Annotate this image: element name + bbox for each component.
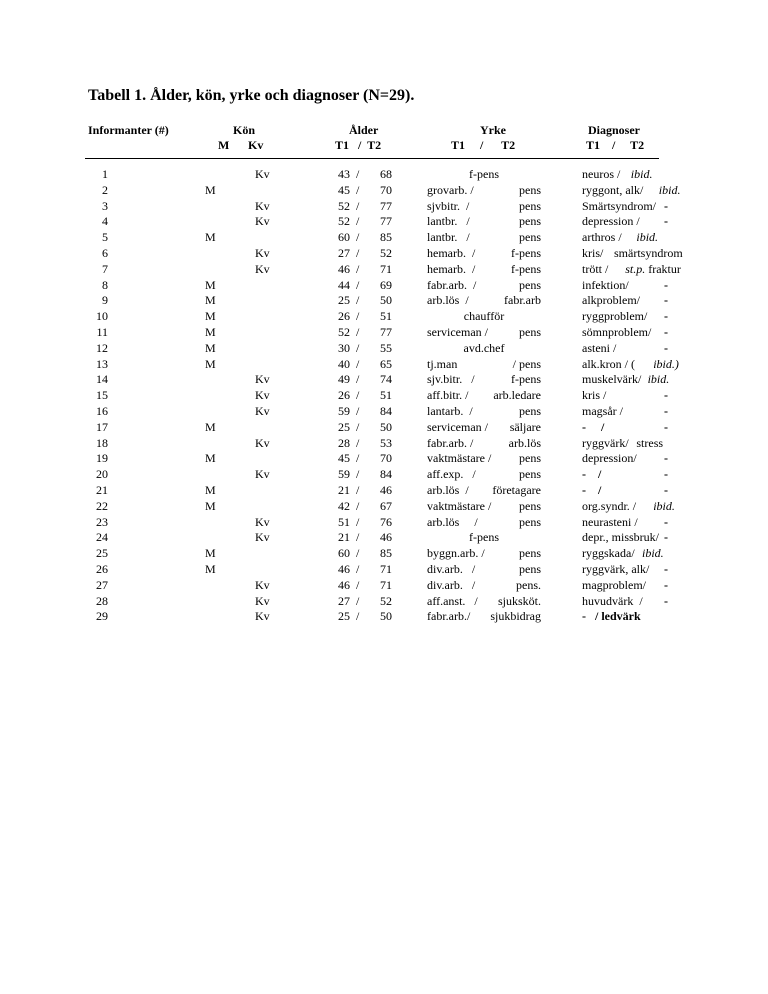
diagnosis-t2: ibid. [653,498,675,513]
header-diagnoser: Diagnoser [588,123,640,137]
table-row [85,403,668,420]
diagnosis-t2: - [664,419,668,434]
row-number: 21 [96,482,108,497]
diagnosis-t1: arthros / [582,230,622,245]
row-number: 13 [96,356,108,371]
occupation-t2: företagare [492,482,541,497]
header-kon-m: M [218,138,230,152]
age-separator: / [356,609,360,624]
age-t1: 46 [338,261,350,276]
diagnosis-t1: - / ledvärk [582,609,641,624]
age-t1: 27 [338,245,350,260]
diagnosis-t1: ryggont, alk/ [582,182,644,197]
diagnosis-t2: ibid.) [653,356,679,371]
age-t2: 65 [380,356,392,371]
occupation-t2: pens. [516,577,541,592]
occupation-t1: grovarb. / [427,182,474,197]
row-number: 29 [96,609,108,624]
gender-kv: Kv [255,261,270,276]
gender-m: M [205,498,216,513]
table-row [85,593,668,610]
age-t2: 46 [380,530,392,545]
table-row [85,309,668,325]
age-t1: 46 [338,561,350,576]
table-row [85,498,675,515]
gender-m: M [205,419,216,434]
row-number: 2 [102,182,108,197]
age-t1: 43 [338,167,350,181]
table-row [85,230,665,246]
table-row [85,293,668,309]
row-number: 20 [96,467,108,482]
table-row [85,577,668,594]
age-separator: / [356,498,360,513]
table-row [85,388,668,404]
age-t2: 51 [380,388,392,403]
occupation-t2: pens [519,230,541,245]
age-t2: 71 [380,261,392,276]
gender-m: M [205,309,216,324]
diagnosis-t1: - / [582,467,602,482]
gender-kv: Kv [255,609,270,624]
age-separator: / [356,593,360,608]
occupation-t1: hemarb. / [427,261,476,276]
age-separator: / [356,340,360,355]
age-separator: / [356,198,360,213]
occupation-t1: aff.exp. / [427,467,476,482]
age-separator: / [356,530,360,545]
age-t2: 85 [380,230,392,245]
gender-kv: Kv [255,403,270,418]
occupation-t2: säljare [509,419,541,434]
age-t2: 55 [380,340,392,355]
occupation-t1: vaktmästare / [427,451,492,466]
diagnosis-t2: - [664,530,668,545]
age-t2: 71 [380,561,392,576]
diagnosis-t2: - [664,388,668,403]
diagnosis-t1: alk.kron / ( [582,356,635,371]
gender-m: M [205,182,216,197]
age-t2: 71 [380,577,392,592]
age-t2: 77 [380,324,392,339]
occupation-t2: pens [519,403,541,418]
diagnosis-t1: kris/ [582,245,604,260]
gender-kv: Kv [255,435,270,450]
diagnosis-t1: neurasteni / [582,514,638,529]
row-number: 5 [102,230,108,245]
age-t2: 53 [380,435,392,450]
occupation-t1: lantbr. / [427,214,470,229]
occupation-t1: serviceman / [427,324,488,339]
gender-kv: Kv [255,593,270,608]
occupation-t2: arb.lös [508,435,541,450]
gender-m: M [205,293,216,308]
gender-m: M [205,482,216,497]
occupation-t1: byggn.arb. / [427,546,485,561]
occupation-t2: pens [519,198,541,213]
age-t1: 51 [338,514,350,529]
occupation-t2: f-pens [511,372,541,387]
age-separator: / [356,261,360,276]
occupation-t1: tj.man [427,356,458,371]
diagnosis-t1: muskelvärk/ [582,372,642,387]
diagnosis-t2: - [664,561,668,576]
gender-m: M [205,277,216,292]
age-t2: 52 [380,593,392,608]
gender-m: M [205,561,216,576]
occupation-t1: avd.chef [463,340,505,355]
age-separator: / [356,419,360,434]
table-row [85,356,679,373]
row-number: 24 [96,530,108,545]
header-kon-kv: Kv [248,138,264,152]
occupation-t1: fabr.arb./ [427,609,471,624]
diagnosis-t1: alkproblem/ [582,293,640,308]
diagnosis-t2: - [664,593,668,608]
row-number: 7 [102,261,108,276]
age-t1: 42 [338,498,350,513]
occupation-t1: f-pens [469,167,499,181]
age-separator: / [356,214,360,229]
diagnosis-t1: ryggvärk/ [582,435,629,450]
age-t1: 25 [338,293,350,308]
table-row [85,546,665,562]
gender-kv: Kv [255,388,270,403]
age-separator: / [356,403,360,418]
row-number: 15 [96,388,108,403]
diagnosis-t1: ryggvärk, alk/ [582,561,650,576]
table-row [85,514,668,531]
diagnosis-t1: trött / [582,261,609,276]
age-t1: 26 [338,309,350,324]
age-t1: 52 [338,214,350,229]
occupation-t2: sjukbidrag [490,609,541,624]
diagnosis-t2: - [664,198,668,213]
age-t2: 70 [380,451,392,466]
row-number: 3 [102,198,108,213]
row-number: 27 [96,577,108,592]
age-t1: 60 [338,230,350,245]
age-separator: / [356,293,360,308]
age-t2: 52 [380,245,392,260]
age-separator: / [356,435,360,450]
table-row [85,482,668,499]
age-separator: / [356,561,360,576]
occupation-t1: aff.anst. / [427,593,478,608]
table-row [85,561,668,578]
age-t1: 46 [338,577,350,592]
age-t1: 28 [338,435,350,450]
gender-kv: Kv [255,530,270,545]
occupation-t1: sjv.bitr. / [427,372,475,387]
diagnosis-t1: magsår / [582,403,623,418]
table-row [85,182,681,199]
diagnosis-t2: - [664,277,668,292]
diagnosis-t1: depression/ [582,451,637,466]
occupation-t1: hemarb. / [427,245,476,260]
occupation-t2: f-pens [511,261,541,276]
row-number: 14 [96,372,108,387]
table-row [85,436,665,452]
diagnosis-t1: ryggproblem/ [582,309,648,324]
occupation-t2: pens [519,546,541,561]
gender-m: M [205,546,216,561]
diagnosis-t1: asteni / [582,340,617,355]
table-row [85,261,681,278]
age-t1: 52 [338,324,350,339]
occupation-t1: div.arb. / [427,561,476,576]
row-number: 18 [96,435,108,450]
age-t2: 67 [380,498,392,513]
row-number: 1 [102,167,108,181]
age-t1: 60 [338,546,350,561]
table-row [85,214,668,230]
header-yrke-sub: T1 / T2 [451,138,516,152]
diagnosis-t1: - / [582,419,605,434]
age-separator: / [356,482,360,497]
age-t2: 84 [380,403,392,418]
occupation-t2: pens [519,214,541,229]
age-t2: 84 [380,467,392,482]
table-row [85,372,670,388]
diagnosis-t1: - / [582,482,602,497]
age-separator: / [356,230,360,245]
occupation-t1: arb.lös / [427,482,469,497]
age-t1: 27 [338,593,350,608]
age-separator: / [356,514,360,529]
gender-m: M [205,230,216,245]
age-t2: 69 [380,277,392,292]
occupation-t2: f-pens [511,245,541,260]
row-number: 26 [96,561,108,576]
diagnosis-t2: ibid. [658,182,681,197]
header-alder: Ålder [349,123,379,137]
occupation-t1: sjvbitr. / [427,198,470,213]
diagnosis-t1: depr., missbruk/ [582,530,659,545]
row-number: 17 [96,419,108,434]
diagnosis-t2: - [664,403,668,418]
diagnosis-t1: depression / [582,214,640,229]
header-yrke: Yrke [480,123,506,137]
age-separator: / [356,451,360,466]
diagnosis-t2: ibid. [642,546,664,561]
occupation-t2: pens [519,451,541,466]
gender-kv: Kv [255,372,270,387]
gender-kv: Kv [255,214,270,229]
age-t2: 76 [380,514,392,529]
table-title: Tabell 1. Ålder, kön, yrke och diagnoser (N=29). [88,87,415,104]
occupation-t2: pens [519,467,541,482]
gender-kv: Kv [255,514,270,529]
row-number: 22 [96,498,108,513]
diagnosis-t1: neuros / [582,167,621,181]
age-separator: / [356,309,360,324]
table-row [85,198,668,215]
diagnosis-t2: - [664,293,668,308]
diagnosis-t2: - [664,309,668,324]
header-diagnoser-sub: T1 / T2 [586,138,645,152]
occupation-t1: lantbr. / [427,230,470,245]
age-separator: / [356,277,360,292]
age-t1: 45 [338,451,350,466]
age-t1: 26 [338,388,350,403]
age-separator: / [356,245,360,260]
table-row [85,340,668,357]
occupation-t1: fabr.arb. / [427,277,477,292]
diagnosis-t1: ryggskada/ [582,546,635,561]
occupation-t1: chaufför [463,309,505,324]
gender-m: M [205,340,216,355]
occupation-t2: sjuksköt. [497,593,541,608]
table-row [85,167,665,183]
age-t1: 21 [338,530,350,545]
table-row [85,324,668,341]
occupation-t2: pens [519,324,541,339]
diagnosis-t2: - [664,514,668,529]
age-t1: 59 [338,403,350,418]
diagnosis-t2: ibid. [647,372,670,387]
age-t1: 25 [338,419,350,434]
diagnosis-t1: kris / [582,388,607,403]
table-row [85,245,683,262]
occupation-t1: lantarb. / [427,403,473,418]
occupation-t1: fabr.arb. / [427,435,474,450]
diagnosis-t2: ibid. [630,167,653,181]
header-kon: Kön [233,123,256,137]
occupation-t2: / pens [512,356,541,371]
diagnosis-t1: infektion/ [582,277,629,292]
age-separator: / [356,577,360,592]
occupation-t1: arb.lös / [427,514,478,529]
row-number: 28 [96,593,108,608]
age-t2: 85 [380,546,392,561]
row-number: 19 [96,451,108,466]
diagnosis-t2: - [664,577,668,592]
header-informanter: Informanter (#) [88,123,169,137]
age-t1: 30 [338,340,350,355]
diagnosis-t2: - [664,482,668,497]
age-t1: 25 [338,609,350,624]
diagnosis-t1: sömnproblem/ [582,324,652,339]
diagnosis-t2: smärtsyndrom [614,245,683,260]
occupation-t2: pens [519,514,541,529]
diagnosis-t2: ibid. [636,230,659,245]
diagnosis-t2: - [664,324,668,339]
age-t2: 51 [380,309,392,324]
age-separator: / [356,356,360,371]
table-row [85,277,668,294]
row-number: 23 [96,514,108,529]
age-t2: 50 [380,609,392,624]
diagnosis-t2: - [664,340,668,355]
occupation-t2: pens [519,498,541,513]
occupation-t1: f-pens [469,530,499,545]
diagnosis-t1: huvudvärk / [582,593,643,608]
row-number: 11 [96,324,108,339]
header-alder-sub: T1 / T2 [335,138,382,152]
table-row [85,530,668,546]
table-row [85,419,668,436]
age-separator: / [356,388,360,403]
diagnosis-t2: - [664,467,668,482]
row-number: 6 [102,245,108,260]
age-t2: 50 [380,419,392,434]
occupation-t1: vaktmästare / [427,498,492,513]
row-number: 10 [96,309,108,324]
diagnosis-t2: st.p. fraktur [625,261,681,276]
age-t2: 68 [380,167,392,181]
gender-m: M [205,451,216,466]
occupation-t2: fabr.arb [504,293,541,308]
gender-m: M [205,324,216,339]
diagnosis-t1: magproblem/ [582,577,646,592]
occupation-t1: aff.bitr. / [427,388,469,403]
age-t1: 52 [338,198,350,213]
row-number: 25 [96,546,108,561]
gender-kv: Kv [255,167,270,181]
occupation-t2: pens [519,277,541,292]
age-t1: 21 [338,482,350,497]
gender-kv: Kv [255,198,270,213]
occupation-t2: arb.ledare [493,388,541,403]
table-row [85,467,668,483]
age-t1: 45 [338,182,350,197]
age-t2: 77 [380,214,392,229]
age-t2: 50 [380,293,392,308]
age-separator: / [356,467,360,482]
diagnosis-t1: Smärtsyndrom/ [582,198,656,213]
gender-m: M [205,356,216,371]
header-rule [85,158,659,159]
age-separator: / [356,372,360,387]
age-t2: 70 [380,182,392,197]
age-separator: / [356,182,360,197]
diagnosis-t1: org.syndr. / [582,498,637,513]
age-t1: 40 [338,356,350,371]
occupation-t1: arb.lös / [427,293,469,308]
age-t2: 77 [380,198,392,213]
occupation-t1: div.arb. / [427,577,476,592]
table-body [85,167,683,625]
gender-kv: Kv [255,467,270,482]
age-t1: 44 [338,277,350,292]
row-number: 8 [102,277,108,292]
occupation-t2: pens [519,561,541,576]
age-t2: 74 [380,372,392,387]
occupation-t2: pens [519,182,541,197]
diagnosis-t2: - [664,451,668,466]
age-t2: 46 [380,482,392,497]
age-t1: 59 [338,467,350,482]
gender-kv: Kv [255,577,270,592]
row-number: 4 [102,214,108,229]
occupation-t1: serviceman / [427,419,488,434]
diagnosis-t2: - [664,214,668,229]
row-number: 9 [102,293,108,308]
age-separator: / [356,546,360,561]
age-separator: / [356,324,360,339]
gender-kv: Kv [255,245,270,260]
age-separator: / [356,167,360,181]
table-row [85,451,668,467]
diagnosis-t2: stress [636,435,664,450]
age-t1: 49 [338,372,350,387]
table-row [85,609,665,625]
row-number: 12 [96,340,108,355]
row-number: 16 [96,403,108,418]
